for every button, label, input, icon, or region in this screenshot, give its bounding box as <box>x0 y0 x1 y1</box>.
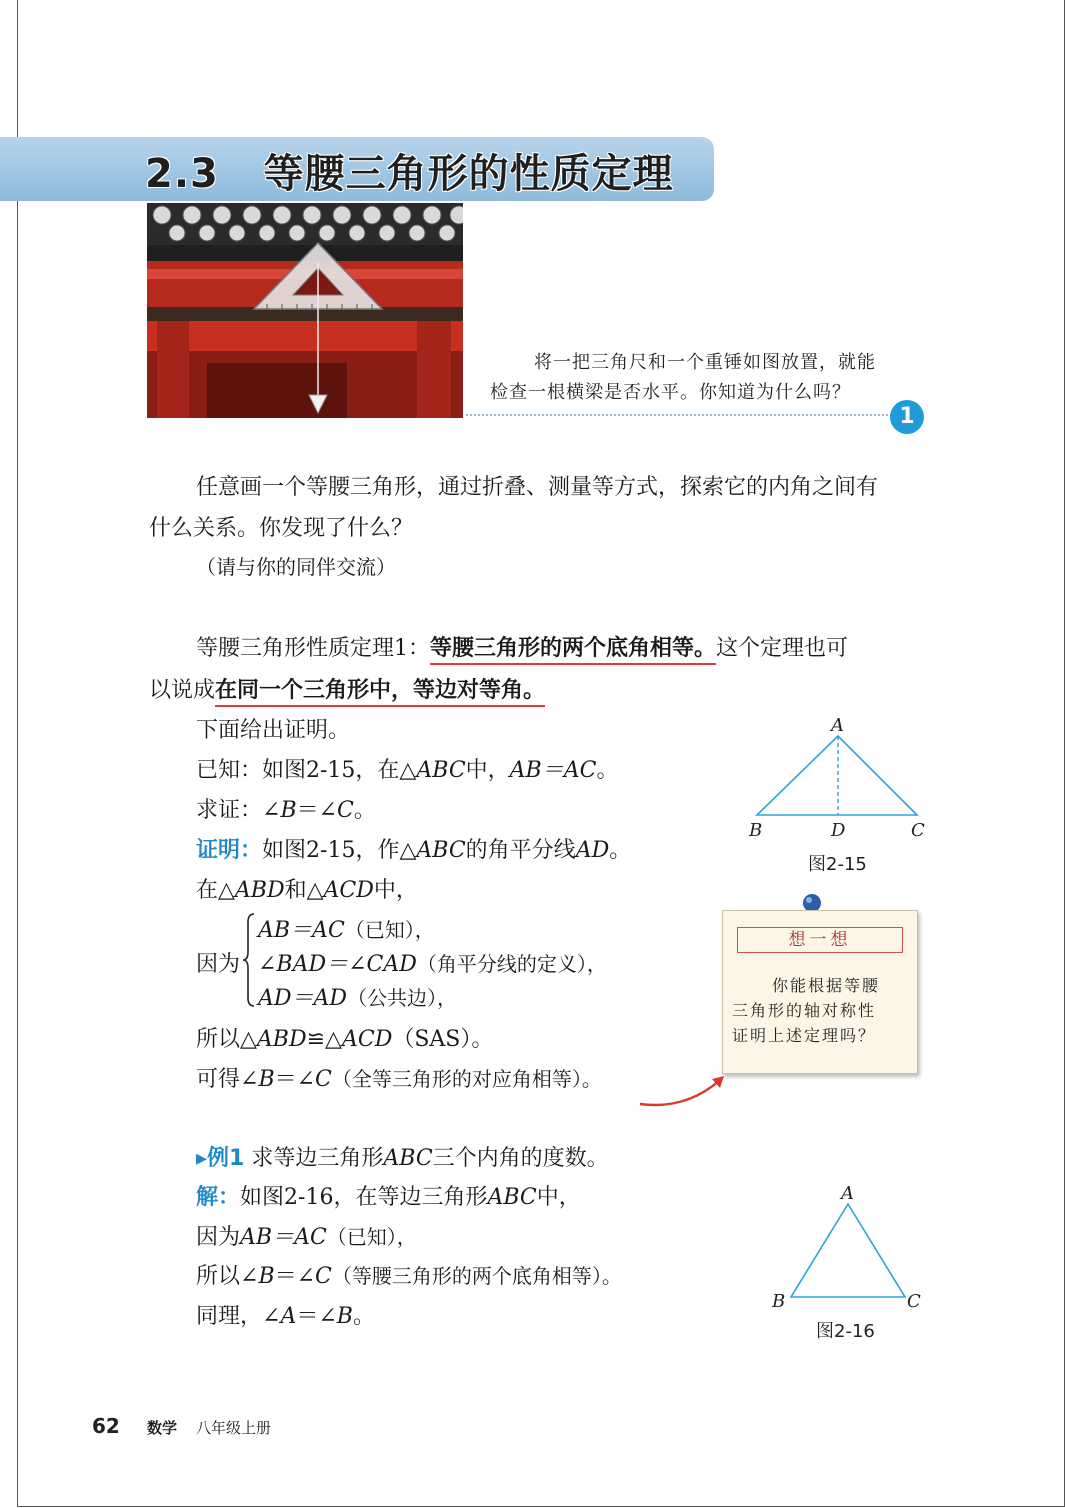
theorem-statement: 等腰三角形的两个底角相等。 <box>430 636 716 665</box>
proof-step-2: 在△ABD和△ACD中， <box>196 878 418 903</box>
theorem-line-2 <box>149 673 545 704</box>
left-brace <box>242 912 256 1008</box>
condition-3: AD＝AD（公共边）， <box>258 986 458 1011</box>
section-number: 2.3 <box>145 151 219 197</box>
solution-line-1: 解：如图2-16，在等边三角形ABC中， <box>196 1185 581 1210</box>
explore-hint: （请与你的同伴交流） <box>196 555 396 579</box>
footer-grade: 八年级上册 <box>196 1419 272 1437</box>
proof-step-1: 证明：如图2-15，作△ABC的角平分线AD。 <box>196 838 632 863</box>
fig15-label-b: B <box>749 820 763 841</box>
photo-caption <box>490 348 890 408</box>
theorem-line2-lead: 以说成 <box>149 678 216 703</box>
congruence-line: 所以△ABD≌△ACD（SAS）。 <box>196 1027 494 1052</box>
example-label: ▸例1 <box>196 1146 245 1171</box>
theorem-restatement: 在同一个三角形中，等边对等角。 <box>215 678 545 707</box>
condition-1: AB＝AC（已知）， <box>258 918 435 943</box>
figure-2-15-caption: 图2-15 <box>808 854 867 875</box>
because-label: 因为 <box>196 952 241 977</box>
example-question: ▸例1 求等边三角形ABC三个内角的度数。 <box>196 1146 609 1171</box>
equilateral-triangle-abc <box>791 1204 905 1297</box>
think-note <box>722 910 918 1074</box>
figure-2-16 <box>765 1180 935 1315</box>
caption-line-2: 检查一根横梁是否水平。你知道为什么吗？ <box>490 382 851 403</box>
condition-2: ∠BAD＝∠CAD（角平分线的定义）， <box>258 952 607 977</box>
beam-level-photo <box>147 203 463 418</box>
given-line: 已知：如图2-15，在△ABC中，AB＝AC。 <box>196 758 619 783</box>
page-footer <box>92 1414 272 1438</box>
solution-line-3: 所以∠B＝∠C（等腰三角形的两个底角相等）。 <box>196 1264 622 1289</box>
theorem-line-1 <box>196 631 848 662</box>
fig16-label-c: C <box>907 1291 921 1312</box>
caption-line-1: 将一把三角尺和一个重锤如图放置，就能 <box>534 352 876 373</box>
section-title <box>145 142 674 199</box>
solution-line-4: 同理，∠A＝∠B。 <box>196 1304 375 1329</box>
fig15-label-c: C <box>911 820 925 841</box>
number-badge: 1 <box>890 400 924 434</box>
think-note-body: 你能根据等腰 三角形的轴对称性 证明上述定理吗？ <box>732 976 881 1045</box>
conclusion-line: 可得∠B＝∠C（全等三角形的对应角相等）。 <box>196 1067 602 1092</box>
prove-line: 求证：∠B＝∠C。 <box>196 798 376 823</box>
solution-line-2: 因为AB＝AC（已知）， <box>196 1225 417 1250</box>
curved-arrow-icon <box>636 1070 728 1112</box>
triangle-abc <box>757 736 917 815</box>
theorem-tail: 这个定理也可 <box>716 636 849 661</box>
figure-2-15 <box>745 712 935 842</box>
solution-label: 解： <box>196 1185 241 1210</box>
fig15-label-a: A <box>831 715 844 736</box>
fig16-label-b: B <box>772 1291 786 1312</box>
theorem-lead: 等腰三角形性质定理1： <box>196 636 430 661</box>
page-number: 62 <box>92 1414 120 1438</box>
figure-2-16-caption: 图2-16 <box>816 1321 875 1342</box>
caption-divider <box>466 414 896 416</box>
think-note-title: 想一想 <box>737 927 903 953</box>
fig16-label-a: A <box>841 1183 854 1204</box>
section-name: 等腰三角形的性质定理 <box>263 151 674 197</box>
explore-line-2: 什么关系。你发现了什么？ <box>149 516 414 541</box>
fig15-label-d: D <box>831 820 846 841</box>
footer-subject: 数学 <box>147 1419 178 1437</box>
proof-intro: 下面给出证明。 <box>196 718 351 743</box>
proof-label: 证明： <box>196 838 263 863</box>
explore-line-1: 任意画一个等腰三角形，通过折叠、测量等方式，探索它的内角之间有 <box>196 475 879 500</box>
